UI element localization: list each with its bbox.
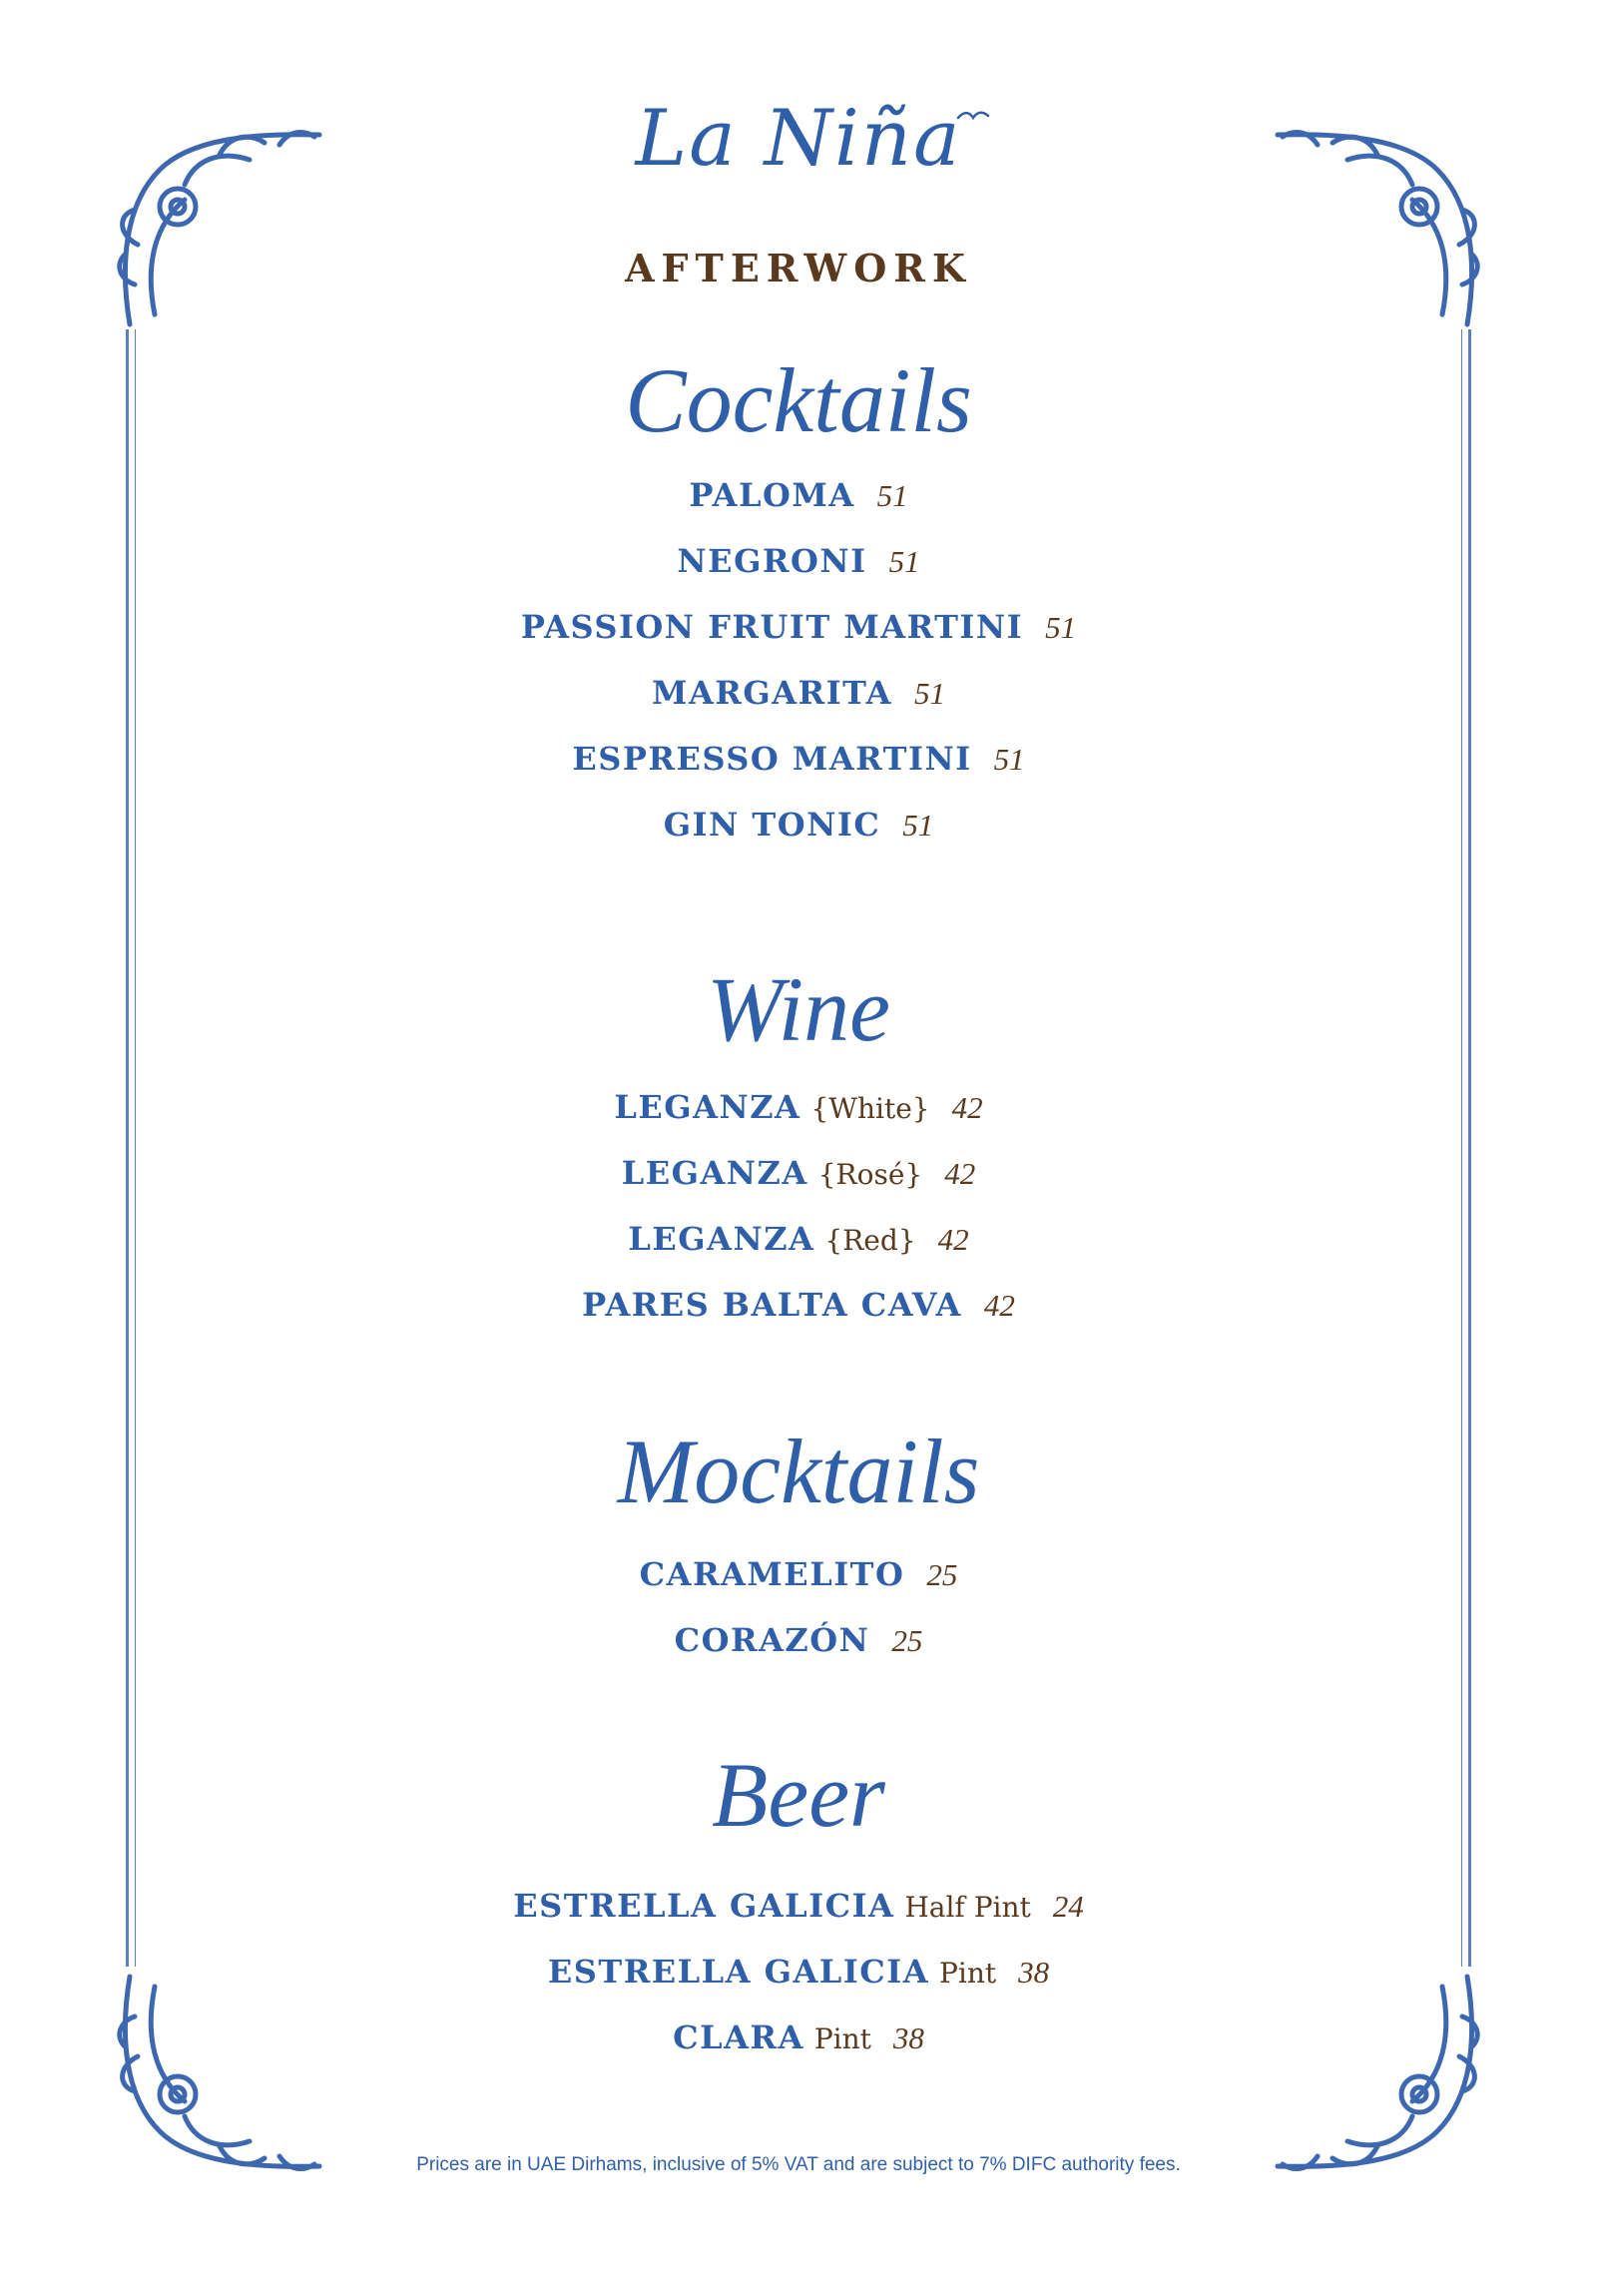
item-name: CARAMELITO bbox=[639, 1555, 905, 1593]
brand-logo: La Niña bbox=[635, 94, 962, 184]
item-note: Half Pint bbox=[904, 1891, 1031, 1924]
item-name: CORAZÓN bbox=[674, 1621, 870, 1659]
item-price: 51 bbox=[902, 808, 934, 843]
item-price: 25 bbox=[926, 1557, 958, 1592]
menu-item bbox=[0, 1206, 1597, 1272]
item-price: 51 bbox=[876, 478, 908, 513]
item-note: Pint bbox=[813, 2022, 871, 2055]
cocktails-list bbox=[0, 462, 1597, 858]
item-name: MARGARITA bbox=[652, 674, 892, 712]
section-title-cocktails: Cocktails bbox=[625, 349, 972, 451]
item-price: 42 bbox=[944, 1156, 976, 1191]
item-note: {Rosé} bbox=[817, 1158, 923, 1191]
item-name: GIN TONIC bbox=[663, 806, 881, 844]
wine-list bbox=[0, 1074, 1597, 1338]
item-price: 42 bbox=[983, 1288, 1015, 1323]
menu-item bbox=[0, 792, 1597, 858]
item-price: 51 bbox=[993, 742, 1025, 777]
item-name: LEGANZA bbox=[621, 1154, 808, 1192]
item-price: 38 bbox=[892, 2020, 924, 2055]
menu-item bbox=[0, 660, 1597, 726]
item-name: NEGRONI bbox=[677, 542, 867, 580]
item-price: 38 bbox=[1018, 1955, 1050, 1990]
menu-item bbox=[0, 2005, 1597, 2070]
seagull-icon bbox=[956, 108, 990, 124]
item-price: 42 bbox=[951, 1090, 983, 1125]
item-price: 42 bbox=[937, 1222, 969, 1257]
item-name: PALOMA bbox=[689, 476, 855, 514]
item-name: CLARA bbox=[673, 2018, 804, 2056]
item-name: LEGANZA bbox=[628, 1220, 815, 1258]
item-name: ESTRELLA GALICIA bbox=[513, 1887, 895, 1925]
beer-list bbox=[0, 1873, 1597, 2070]
menu-item bbox=[0, 1272, 1597, 1338]
item-name: ESTRELLA GALICIA bbox=[547, 1953, 930, 1991]
menu-item bbox=[0, 594, 1597, 660]
item-name: PASSION FRUIT MARTINI bbox=[520, 608, 1024, 646]
item-name: LEGANZA bbox=[614, 1088, 801, 1126]
item-price: 51 bbox=[1045, 610, 1077, 645]
item-price: 51 bbox=[913, 676, 945, 711]
item-name: PARES BALTA CAVA bbox=[582, 1286, 962, 1324]
item-price: 25 bbox=[891, 1623, 923, 1658]
item-note: {White} bbox=[810, 1092, 930, 1125]
menu-item bbox=[0, 1074, 1597, 1140]
menu-item bbox=[0, 1607, 1597, 1673]
menu-subtitle: AFTERWORK bbox=[625, 246, 972, 290]
menu-item bbox=[0, 1541, 1597, 1607]
item-price: 51 bbox=[888, 544, 920, 579]
mocktails-list bbox=[0, 1541, 1597, 1673]
item-note: Pint bbox=[939, 1957, 997, 1990]
section-title-beer: Beer bbox=[712, 1744, 885, 1846]
item-note: {Red} bbox=[824, 1224, 916, 1257]
section-title-wine: Wine bbox=[707, 958, 890, 1060]
menu-item bbox=[0, 528, 1597, 594]
menu-item bbox=[0, 726, 1597, 792]
menu-item bbox=[0, 1939, 1597, 2005]
menu-item bbox=[0, 1140, 1597, 1206]
price-disclaimer: Prices are in UAE Dirhams, inclusive of 5% VAT and are subject to 7% DIFC authority fees. bbox=[416, 2154, 1181, 2175]
section-title-mocktails: Mocktails bbox=[617, 1421, 980, 1522]
item-name: ESPRESSO MARTINI bbox=[572, 740, 972, 778]
menu-item bbox=[0, 1873, 1597, 1939]
menu-item bbox=[0, 462, 1597, 528]
item-price: 24 bbox=[1052, 1889, 1084, 1924]
